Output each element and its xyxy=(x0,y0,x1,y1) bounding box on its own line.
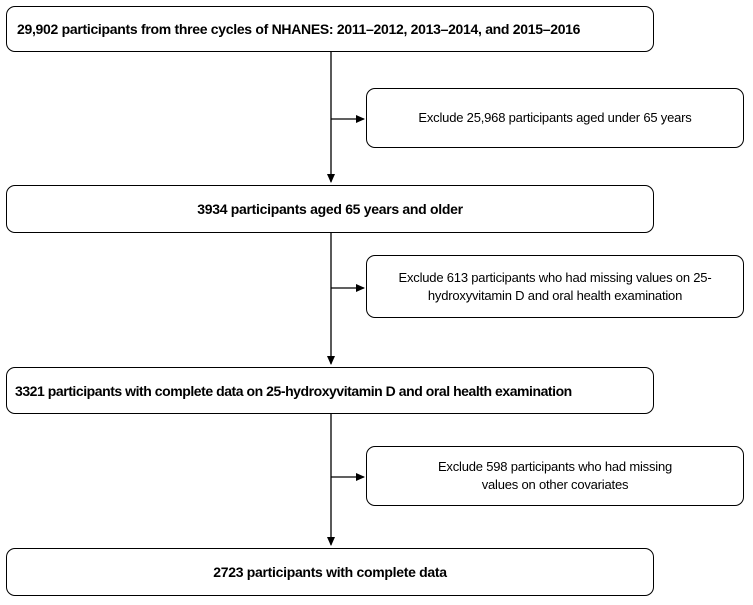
exclusion-text-3: Exclude 598 participants who had missing values on other covariates xyxy=(437,459,673,492)
step-text-3: 3321 participants with complete data on 25-hydroxyvitamin D and oral health examination xyxy=(15,382,572,399)
exclusion-box-1 xyxy=(366,88,744,148)
step-text-1: 29,902 participants from three cycles of NHANES: 2011–2012, 2013–2014, and 2015–2016 xyxy=(17,21,581,37)
step-box-4 xyxy=(6,548,654,596)
step-text-4: 2723 participants with complete data xyxy=(213,564,447,580)
step-box-1 xyxy=(6,6,654,52)
step-box-3 xyxy=(6,367,654,414)
exclusion-box-3 xyxy=(366,446,744,506)
step-text-2: 3934 participants aged 65 years and older xyxy=(197,201,463,217)
exclusion-text-1: Exclude 25,968 participants aged under 65 years xyxy=(418,110,692,125)
exclusion-text-2: Exclude 613 participants who had missing values on 25-hydroxyvitamin D and oral health examination xyxy=(398,269,712,303)
exclusion-box-2 xyxy=(366,255,744,318)
step-box-2 xyxy=(6,185,654,233)
